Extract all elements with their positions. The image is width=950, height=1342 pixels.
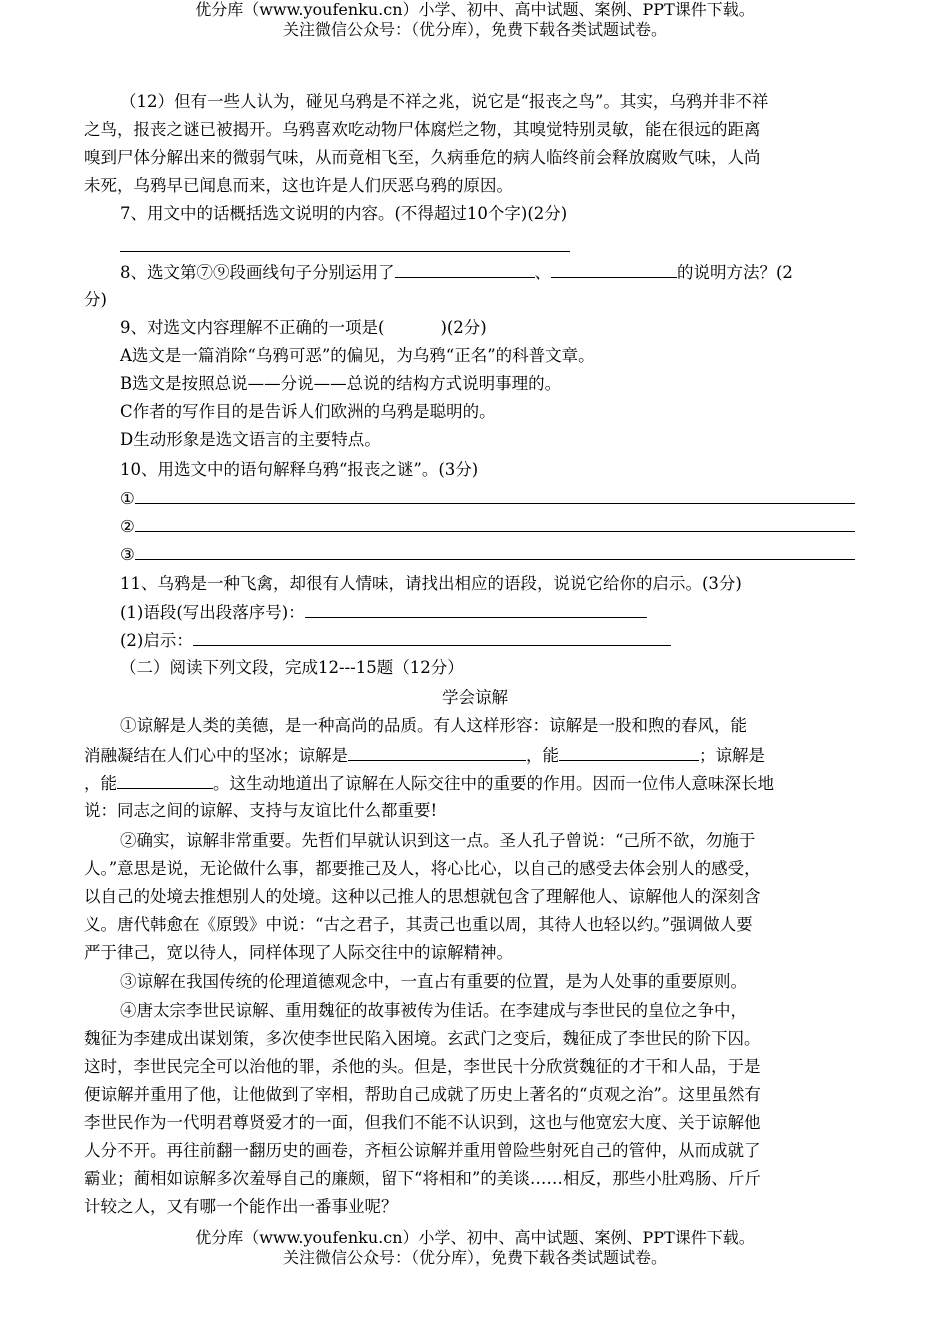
p4-line-2: 魏征为李建成出谋划策，多次使李世民陷入困境。玄武门之变后，魏征成了李世民的阶下囚。: [84, 1029, 761, 1048]
question-11: 11、乌鸦是一种飞禽，却很有人情味，请找出相应的语段，说说它给你的启示。(3分): [120, 574, 742, 593]
q11-item-1-label: (1)语段(写出段落序号)：: [120, 603, 305, 622]
q8-text-b: 、: [534, 263, 551, 282]
q9-option-d: D生动形象是选文语言的主要特点。: [120, 430, 381, 449]
q10-blank-1[interactable]: [135, 486, 855, 504]
para12-line-3: 嗅到尸体分解出来的微弱气味，从而竟相飞至，久病垂危的病人临终前会释放腐败气味，人尚: [84, 148, 761, 167]
q10-blank-2[interactable]: [135, 514, 855, 532]
p2-line-5: 严于律己，宽以待人，同样体现了人际交往中的谅解精神。: [84, 943, 513, 962]
p1-line-2-a: 消融凝结在人们心中的坚冰；谅解是: [84, 746, 348, 765]
para12-line-4: 未死，乌鸦早已闻息而来，这也许是人们厌恶乌鸦的原因。: [84, 176, 513, 195]
q8-blank-1[interactable]: [395, 260, 535, 278]
q8-line-2: 分): [84, 290, 107, 309]
q7-answer-line[interactable]: [120, 251, 570, 252]
section-2-heading: （二）阅读下列文段，完成12---15题（12分）: [120, 658, 464, 677]
q10-mark-3: ③: [120, 545, 135, 564]
p4-line-6: 人分不开。再往前翻一翻历史的画卷，齐桓公谅解并重用曾险些射死自己的管仲，从而成就了: [84, 1141, 761, 1160]
p1-line-1: ①谅解是人类的美德，是一种高尚的品质。有人这样形容：谅解是一股和煦的春风，能: [120, 716, 747, 735]
p4-line-7: 霸业；蔺相如谅解多次羞辱自己的廉颇，留下“将相和”的美谈……相反，那些小肚鸡肠、斤斤: [84, 1169, 761, 1188]
q11-blank-1[interactable]: [305, 600, 647, 618]
p1-line-3-a: ，能: [84, 774, 117, 793]
q11-item-1: [120, 600, 647, 625]
q9-option-a: A选文是一篇消除“乌鸦可恶”的偏见，为乌鸦“正名”的科普文章。: [120, 346, 595, 365]
question-10: 10、用选文中的语句解释乌鸦“报丧之谜”。(3分): [120, 460, 479, 479]
q10-mark-2: ②: [120, 517, 135, 536]
p1-line-3: [84, 771, 774, 796]
p1-blank-3[interactable]: [117, 771, 213, 789]
p1-line-3-b: 。这生动地道出了谅解在人际交往中的重要的作用。因而一位伟人意味深长地: [213, 774, 774, 793]
q10-answer-2: [120, 514, 855, 539]
page-footer: [0, 1228, 950, 1268]
p4-line-5: 李世民作为一代明君尊贤爱才的一面，但我们不能不认识到，这也与他宽宏大度、关于谅解他: [84, 1113, 761, 1132]
q9-option-c: C作者的写作目的是告诉人们欧洲的乌鸦是聪明的。: [120, 402, 496, 421]
p1-line-2: [84, 743, 765, 768]
para12-line-1: （12）但有一些人认为，碰见乌鸦是不祥之兆，说它是“报丧之鸟”。其实，乌鸦并非不祥: [120, 92, 769, 111]
footer-line-1: 优分库（www.youfenku.cn）小学、初中、高中试题、案例、PPT课件下载。: [195, 1228, 755, 1247]
q11-blank-2[interactable]: [193, 628, 671, 646]
p1-blank-2[interactable]: [559, 743, 699, 761]
p4-line-8: 计较之人，又有哪一个能作出一番事业呢？: [84, 1197, 398, 1216]
p2-line-3: 以自己的处境去推想别人的处境。这种以己推人的思想就包含了理解他人、谅解他人的深刻含: [84, 887, 761, 906]
q8-text-c: 的说明方法？(2: [677, 263, 793, 282]
q10-blank-3[interactable]: [135, 542, 855, 560]
q9-option-b: B选文是按照总说——分说——总说的结构方式说明事理的。: [120, 374, 562, 393]
q8-blank-2[interactable]: [551, 260, 677, 278]
essay-title: 学会谅解: [442, 688, 508, 707]
question-9: [120, 316, 487, 340]
q10-mark-1: ①: [120, 489, 135, 508]
q10-answer-1: [120, 486, 855, 511]
para12-line-2: 之鸟，报丧之谜已被揭开。乌鸦喜欢吃动物尸体腐烂之物，其嗅觉特别灵敏，能在很远的距离: [84, 120, 761, 139]
header-line-2: 关注微信公众号：（优分库），免费下载各类试题试卷。: [282, 20, 667, 39]
p1-line-2-c: ；谅解是: [699, 746, 765, 765]
page-header: [0, 0, 950, 40]
q11-item-2-label: (2)启示：: [120, 631, 193, 650]
q8-text-a: 8、选文第⑦⑨段画线句子分别运用了: [120, 263, 395, 282]
q9-stem-b: )(2分): [440, 318, 487, 337]
p4-line-1: ④唐太宗李世民谅解、重用魏征的故事被传为佳话。在李建成与李世民的皇位之争中，: [120, 1001, 747, 1020]
p1-line-4: 说：同志之间的谅解、支持与友谊比什么都重要!: [84, 801, 438, 820]
p1-line-2-b: ，能: [526, 746, 559, 765]
q9-stem-a: 9、对选文内容理解不正确的一项是(: [120, 318, 385, 337]
p1-blank-1[interactable]: [348, 743, 526, 761]
p2-line-2: 人。”意思是说，无论做什么事，都要推己及人，将心比心，以自己的感受去体会别人的感受，: [84, 859, 761, 878]
p4-line-4: 便谅解并重用了他，让他做到了宰相，帮助自己成就了历史上著名的“贞观之治”。这里虽然有: [84, 1085, 761, 1104]
p2-line-4: 义。唐代韩愈在《原毁》中说：“古之君子，其责己也重以周，其待人也轻以约。”强调做人要: [84, 915, 753, 934]
p4-line-3: 这时，李世民完全可以治他的罪，杀他的头。但是，李世民十分欣赏魏征的才干和人品，于是: [84, 1057, 761, 1076]
footer-line-2: 关注微信公众号：（优分库），免费下载各类试题试卷。: [282, 1248, 667, 1267]
header-line-1: 优分库（www.youfenku.cn）小学、初中、高中试题、案例、PPT课件下载。: [195, 0, 755, 19]
question-8: [120, 260, 793, 285]
p3-line-1: ③谅解在我国传统的伦理道德观念中，一直占有重要的位置，是为人处事的重要原则。: [120, 972, 747, 991]
q10-answer-3: [120, 542, 855, 567]
question-7: 7、用文中的话概括选文说明的内容。(不得超过10个字)(2分): [120, 204, 568, 223]
p2-line-1: ②确实，谅解非常重要。先哲们早就认识到这一点。圣人孔子曾说：“己所不欲，勿施于: [120, 831, 756, 850]
q11-item-2: [120, 628, 671, 653]
